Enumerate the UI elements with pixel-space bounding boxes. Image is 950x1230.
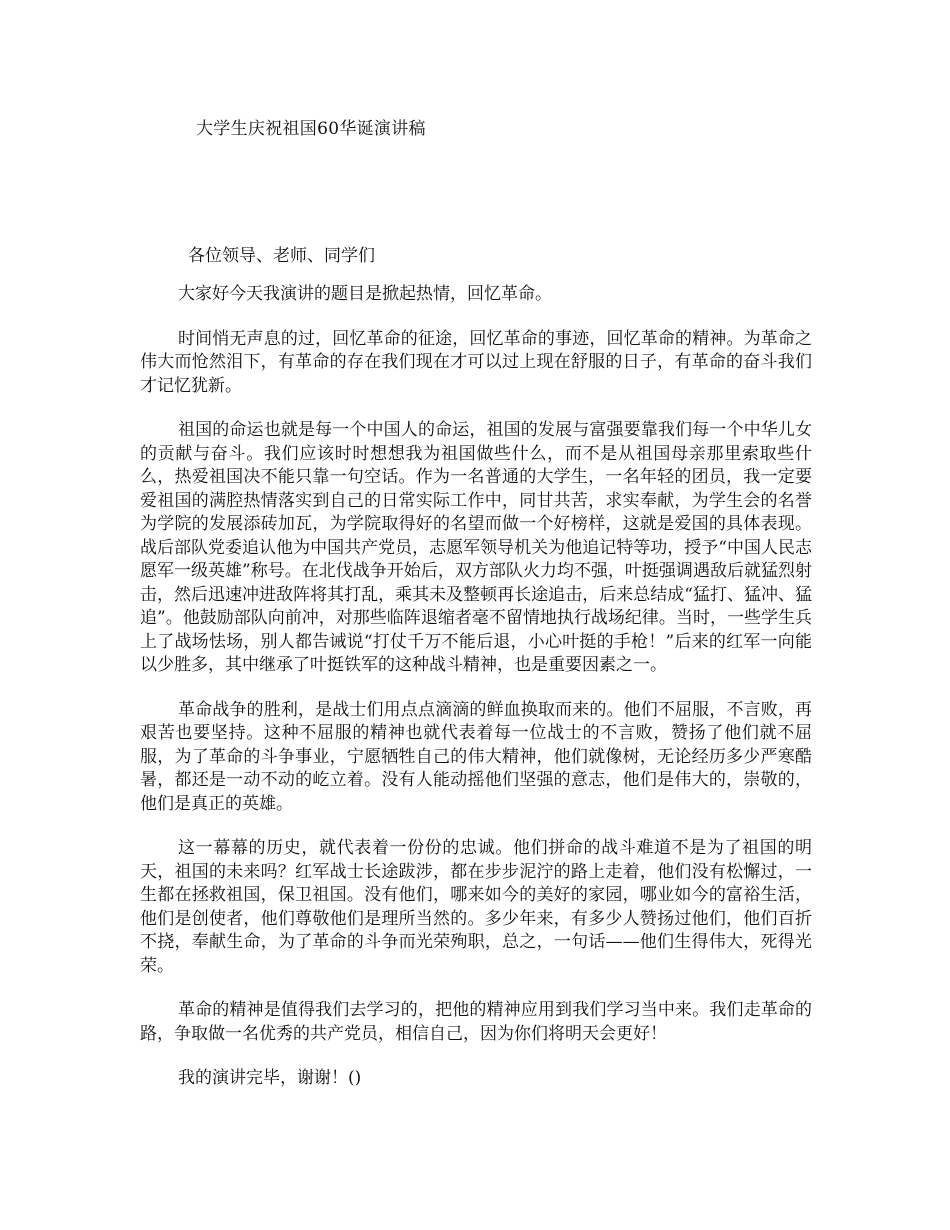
salutation: 各位领导、老师、同学们	[188, 246, 375, 266]
speech-body	[140, 283, 812, 1112]
paragraph: 这一幕幕的历史，就代表着一份份的忠诚。他们拼命的战斗难道不是为了祖国的明天，祖国的未来吗？红军战士长途跋涉，都在步步泥泞的路上走着，他们没有松懈过，一生都在拯救祖国，保卫祖国。没有他们，哪来如今的美好的家园，哪业如今的富裕生活，他们是创使者，他们尊敬他们是理所当然的。多少年来，有多少人赞扬过他们，他们百折不挠，奉献生命，为了革命的斗争而光荣殉职，总之，一句话——他们生得伟大，死得光荣。	[140, 838, 812, 976]
paragraph-closing: 我的演讲完毕，谢谢！()	[178, 1068, 362, 1088]
paragraph-opening: 大家好今天我演讲的题目是掀起热情，回忆革命。	[178, 284, 552, 304]
paragraph: 祖国的命运也就是每一个中国人的命运，祖国的发展与富强要靠我们每一个中华儿女的贡献与奋斗。我们应该时时想想我为祖国做些什么，而不是从祖国母亲那里索取些什么，热爱祖国决不能只靠一句空话。作为一名普通的大学生，一名年轻的团员，我一定要爱祖国的满腔热情落实到自己的日常实际工作中，同甘共苦，求实奉献，为学生会的名誉为学院的发展添砖加瓦，为学院取得好的名望而做一个好榜样，这就是爱国的具体表现。战后部队党委追认他为中国共产党员，志愿军领导机关为他追记特等功，授予“中国人民志愿军一级英雄”称号。在北伐战争开始后，双方部队火力均不强，叶挺强调遇敌后就猛烈射击，然后迅速冲进敌阵将其打乱，乘其未及整顿再长途追击，后来总结成“猛打、猛冲、猛追”。他鼓励部队向前冲，对那些临阵退缩者毫不留情地执行战场纪律。当时，一些学生兵上了战场怯场，别人都告诫说“打仗千万不能后退，小心叶挺的手枪！”后来的红军一向能以少胜多，其中继承了叶挺铁军的这种战斗精神，也是重要因素之一。	[140, 420, 812, 675]
paragraph: 时间悄无声息的过，回忆革命的征途，回忆革命的事迹，回忆革命的精神。为革命之伟大而怆然泪下，有革命的存在我们现在才可以过上现在舒服的日子，有革命的奋斗我们才记忆犹新。	[140, 328, 812, 396]
paragraph: 革命的精神是值得我们去学习的，把他的精神应用到我们学习当中来。我们走革命的路，争取做一名优秀的共产党员，相信自己，因为你们将明天会更好！	[140, 1000, 812, 1044]
document-title: 大学生庆祝祖国60华诞演讲稿	[196, 119, 426, 139]
paragraph: 革命战争的胜利，是战士们用点点滴滴的鲜血换取而来的。他们不屈服，不言败，再艰苦也要坚持。这种不屈服的精神也就代表着每一位战士的不言败，赞扬了他们就不屈服，为了革命的斗争事业，宁愿牺牲自己的伟大精神，他们就像树，无论经历多少严寒酷暑，都还是一动不动的屹立着。没有人能动摇他们坚强的意志，他们是伟大的，崇敬的，他们是真正的英雄。	[140, 699, 812, 814]
